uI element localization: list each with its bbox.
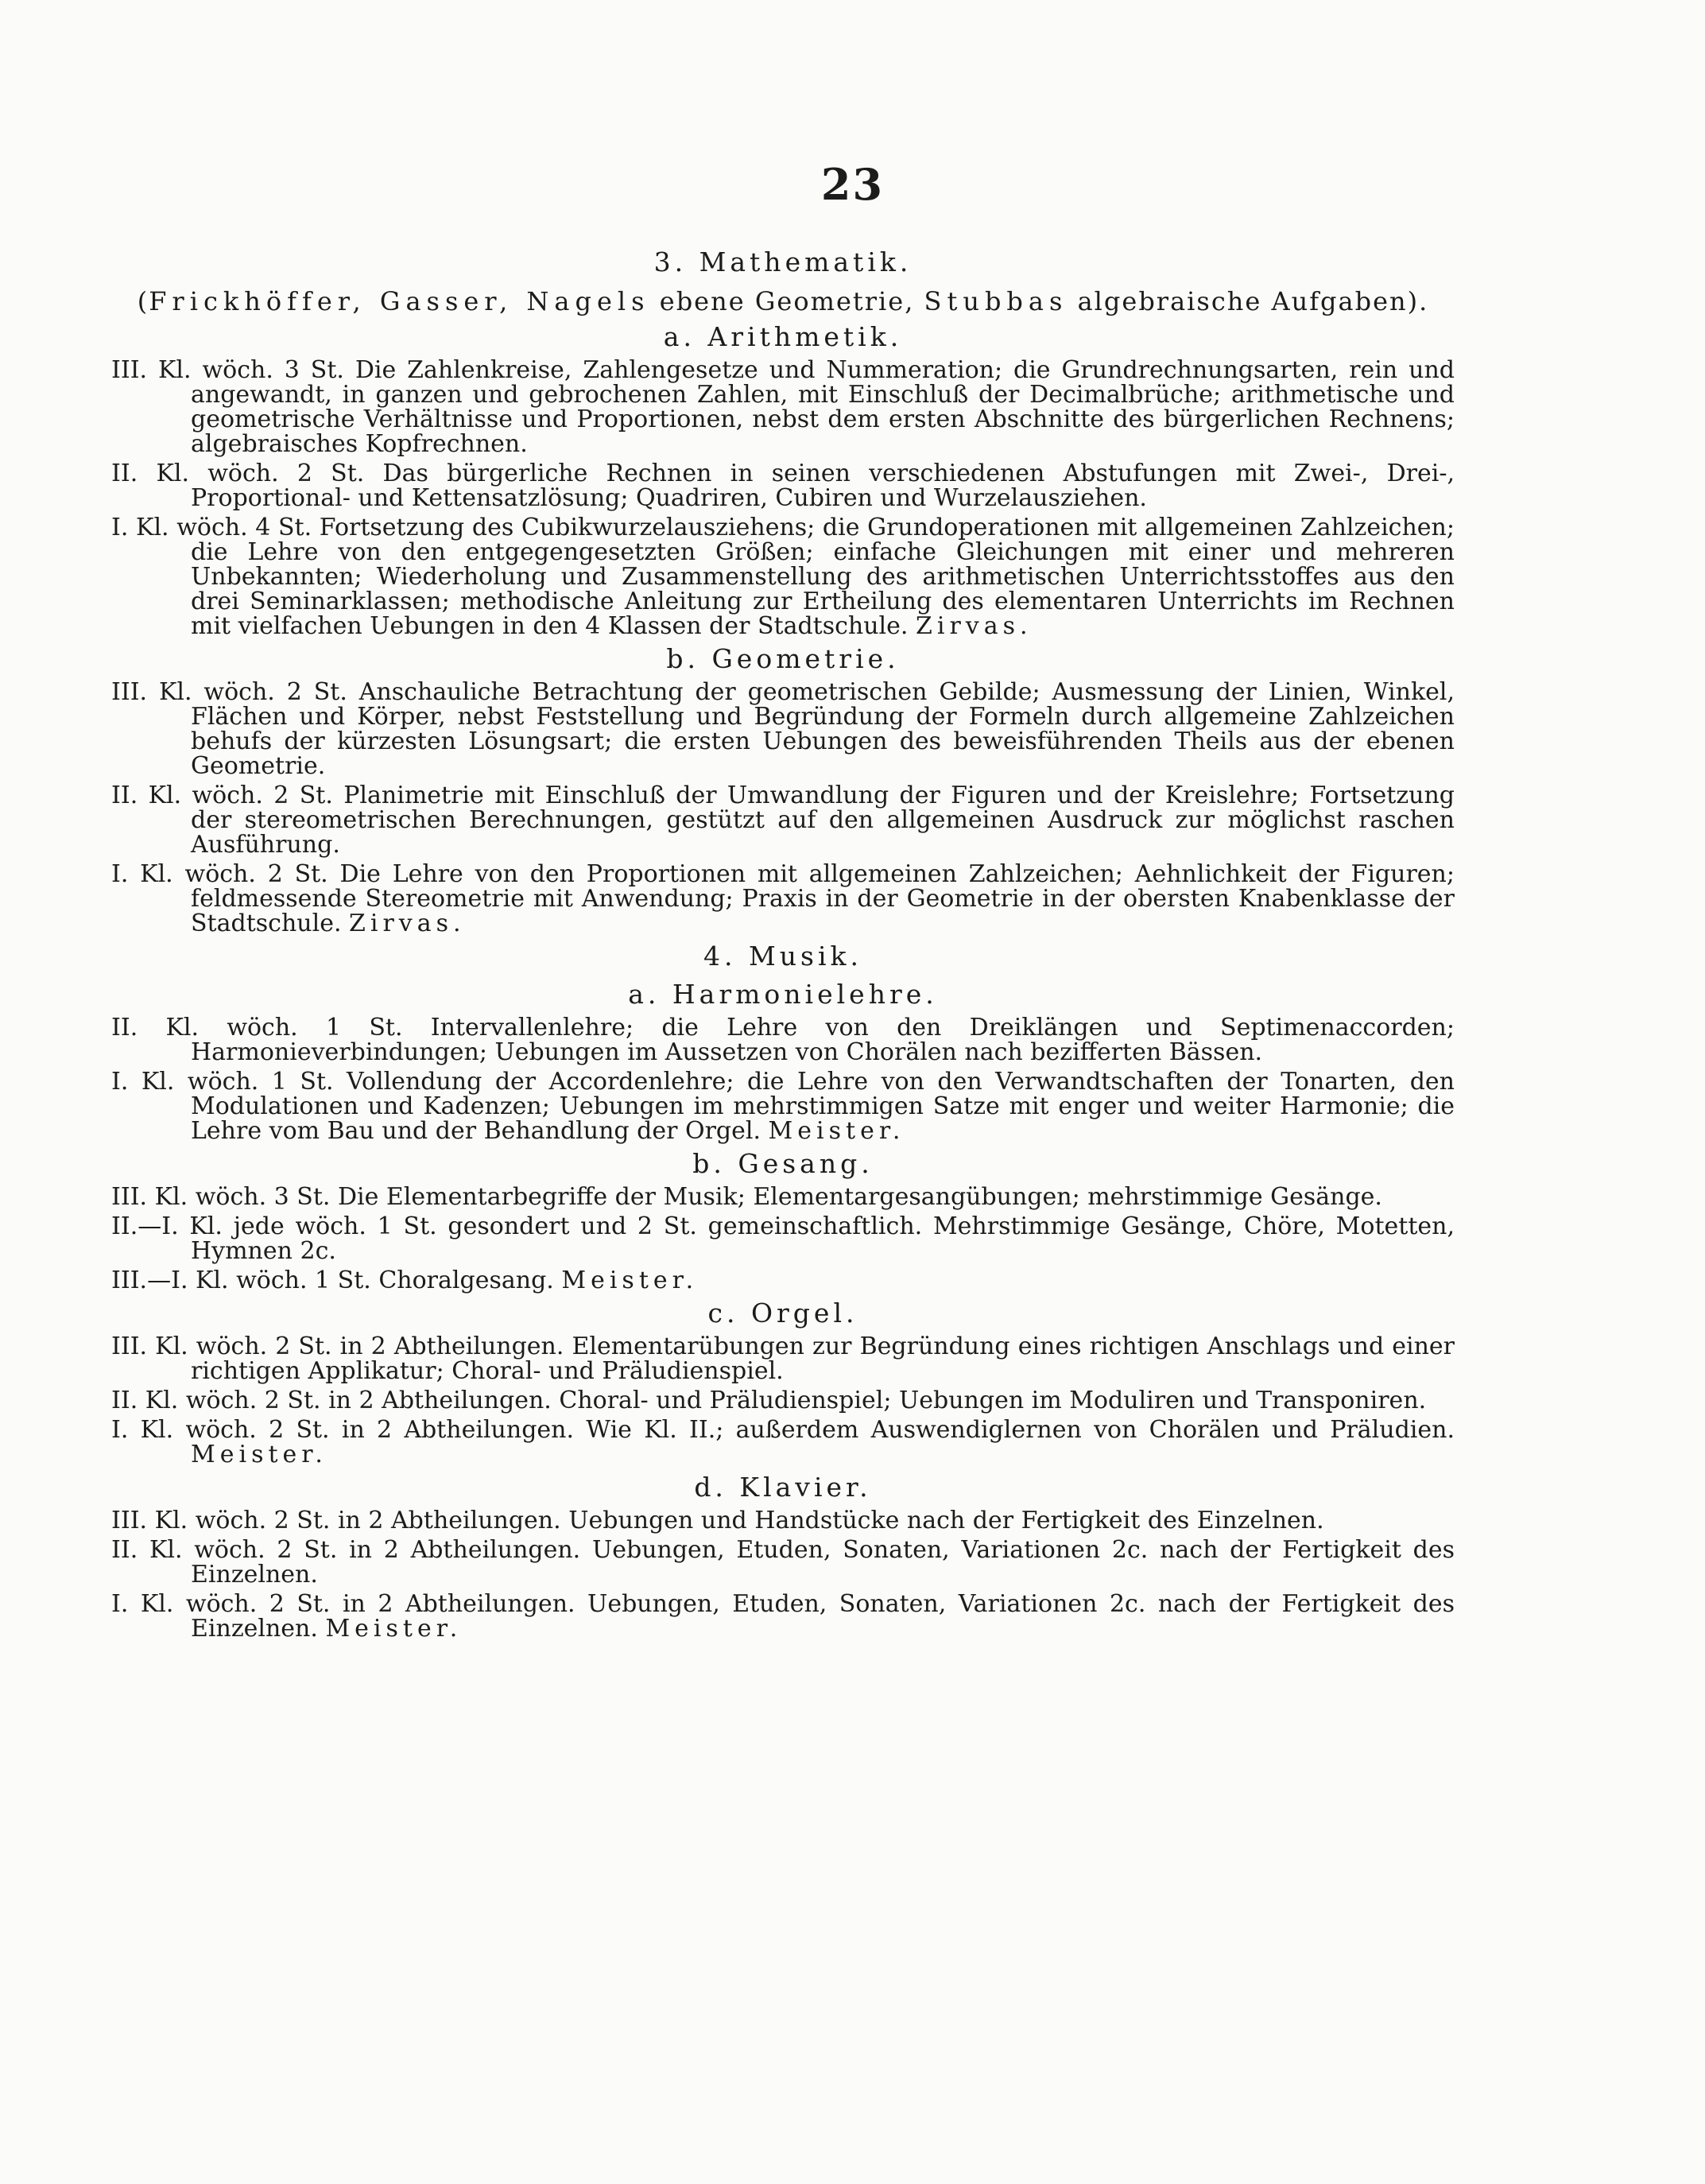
entry-text: Choral- und Präludienspiel; Uebungen im Moduliren und Transponiren. <box>559 1387 1427 1414</box>
entry-class: I. Kl. wöch. 2 St. <box>111 860 328 888</box>
harmony-entry-i <box>111 1069 1455 1143</box>
entry-class: II. Kl. wöch. 2 St. <box>111 460 365 487</box>
entry-text: Die Elementarbegriffe der Musik; Elementargesangübungen; mehrstimmige Gesänge. <box>337 1183 1382 1211</box>
teacher-name: Zirvas. <box>916 612 1033 640</box>
piano-entry-ii <box>111 1538 1455 1587</box>
singing-entry-iii <box>111 1185 1455 1209</box>
geom-entry-i <box>111 862 1455 936</box>
math-intro-text-1: ebene Geometrie, <box>649 286 924 316</box>
arith-entry-ii <box>111 461 1455 510</box>
entry-text: Das bürgerliche Rechnen in seinen verschiedenen Abstufungen mit Zwei-, Drei-, Proportional- und Kettensatzlösung; Quadriren, Cubiren und Wurzelausziehen. <box>191 460 1455 512</box>
entry-text: Choralgesang. <box>378 1267 554 1294</box>
teacher-name: Meister. <box>768 1117 905 1145</box>
singing-entry-ii-i <box>111 1214 1455 1263</box>
entry-class: III.—I. Kl. wöch. 1 St. <box>111 1267 371 1294</box>
entry-text: Anschauliche Betrachtung der geometrischen Gebilde; Ausmessung der Linien, Winkel, Flächen und Körper, nebst Feststellung und Begründung der Formeln durch allgemeine Zahlzeichen behufs der kürzesten Lösungsart; die ersten Uebungen des beweisführenden Theils aus der ebenen Geometrie. <box>191 678 1455 780</box>
subsection-heading-harmonielehre: a. Harmonielehre. <box>628 979 938 1010</box>
entry-text: Die Zahlenkreise, Zahlengesetze und Nummeration; die Grundrechnungsarten, rein und angewandt, in ganzen und gebrochenen Zahlen, mit Einschluß der Decimalbrüche; arithmetische und geometrische Verhältnisse und Proportionen, nebst dem ersten Abschnitte des bürgerlichen Rechnens; algebraisches Kopfrechnen. <box>191 356 1455 458</box>
entry-class: III. Kl. wöch. 3 St. <box>111 1183 331 1211</box>
entry-text: Uebungen, Etuden, Sonaten, Variationen 2c. nach der Fertigkeit des Einzelnen. <box>191 1590 1455 1643</box>
math-intro-text-2: algebraische Aufgaben). <box>1068 286 1429 316</box>
page-content <box>111 242 1455 1646</box>
entry-text: Elementarübungen zur Begründung eines richtigen Anschlags und einer richtigen Applikatur; Choral- und Präludienspiel. <box>191 1333 1455 1385</box>
entry-class: II. Kl. wöch. 2 St. in 2 Abtheilungen. <box>111 1387 552 1414</box>
teacher-name: Meister. <box>191 1441 327 1468</box>
singing-entry-iii-i <box>111 1268 1455 1293</box>
organ-entry-ii <box>111 1388 1455 1413</box>
entry-text: Uebungen und Handstücke nach der Fertigkeit des Einzelnen. <box>568 1507 1324 1534</box>
section-heading-musik: 4. Musik. <box>703 941 862 972</box>
entry-class: II.—I. Kl. jede wöch. 1 St. gesondert und 2 St. gemeinschaftlich. <box>111 1212 923 1240</box>
piano-entry-iii <box>111 1508 1455 1533</box>
entry-class: II. Kl. wöch. 2 St. in 2 Abtheilungen. <box>111 1536 581 1564</box>
organ-entry-iii <box>111 1334 1455 1383</box>
arith-entry-i <box>111 515 1455 638</box>
arith-entry-iii <box>111 358 1455 456</box>
page-number: 23 <box>820 159 885 210</box>
entry-class: II. Kl. wöch. 1 St. <box>111 1014 403 1042</box>
subsection-heading-arithmetik: a. Arithmetik. <box>663 321 903 352</box>
entry-class: III. Kl. wöch. 2 St. in 2 Abtheilungen. <box>111 1507 561 1534</box>
math-authors-2: Stubbas <box>924 286 1068 316</box>
subsection-heading-klavier: d. Klavier. <box>694 1472 872 1503</box>
entry-text: Mehrstimmige Gesänge, Chöre, Motetten, Hymnen 2c. <box>191 1212 1455 1265</box>
entry-class: III. Kl. wöch. 2 St. <box>111 678 347 706</box>
section-heading-mathematik: 3. Mathematik. <box>653 246 913 277</box>
organ-entry-i <box>111 1418 1455 1467</box>
subsection-heading-geometrie: b. Geometrie. <box>666 643 900 674</box>
entry-text: Intervallenlehre; die Lehre von den Dreiklängen und Septimenaccorden; Harmonieverbindungen; Uebungen im Aussetzen von Chorälen nach bezifferten Bässen. <box>191 1014 1455 1066</box>
entry-text: Uebungen, Etuden, Sonaten, Variationen 2c. nach der Fertigkeit des Einzelnen. <box>191 1536 1455 1589</box>
teacher-name: Meister. <box>325 1615 463 1643</box>
math-authors-1: Frickhöffer, Gasser, Nagels <box>149 286 650 316</box>
math-textbook-note: (Frickhöffer, Gasser, Nagels ebene Geometrie, Stubbas algebraische Aufgaben). <box>137 286 1429 316</box>
subsection-heading-gesang: b. Gesang. <box>692 1148 874 1179</box>
entry-class: I. Kl. wöch. 2 St. in 2 Abtheilungen. <box>111 1590 575 1618</box>
entry-text: Vollendung der Accordenlehre; die Lehre von den Verwandtschaften der Tonarten, den Modulationen und Kadenzen; Uebungen im mehrstimmigen Satze mit enger und weiter Harmonie; die Lehre vom Bau und der Behandlung der Orgel. <box>191 1068 1455 1145</box>
entry-text: Fortsetzung des Cubikwurzelausziehens; die Grundoperationen mit allgemeinen Zahlzeichen; die Lehre von den entgegengesetzten Größen; einfache Gleichungen mit einer und mehreren Unbekannten; Wiederholung und Zusammenstellung des arithmetischen Unterrichtsstoffes aus den drei Seminarklassen; methodische Anleitung zur Ertheilung des elementaren Unterrichts im Rechnen mit vielfachen Uebungen in den 4 Klassen der Stadtschule. <box>191 514 1455 640</box>
piano-entry-i <box>111 1592 1455 1641</box>
entry-class: I. Kl. wöch. 4 St. <box>111 514 312 541</box>
entry-class: I. Kl. wöch. 2 St. in 2 Abtheilungen. <box>111 1416 575 1444</box>
subsection-heading-orgel: c. Orgel. <box>707 1298 858 1329</box>
entry-class: III. Kl. wöch. 3 St. <box>111 356 344 384</box>
teacher-name: Meister. <box>561 1267 699 1294</box>
harmony-entry-ii <box>111 1015 1455 1065</box>
entry-class: I. Kl. wöch. 1 St. <box>111 1068 334 1096</box>
teacher-name: Zirvas. <box>349 910 466 937</box>
geom-entry-ii <box>111 783 1455 857</box>
entry-text: Wie Kl. II.; außerdem Auswendiglernen von Chorälen und Präludien. <box>586 1416 1455 1444</box>
geom-entry-iii <box>111 680 1455 778</box>
entry-class: III. Kl. wöch. 2 St. in 2 Abtheilungen. <box>111 1333 564 1360</box>
entry-text: Die Lehre von den Proportionen mit allgemeinen Zahlzeichen; Aehnlichkeit der Figuren; feldmessende Stereometrie mit Anwendung; Praxis in der Geometrie in der obersten Knabenklasse der Stadtschule. <box>191 860 1455 937</box>
entry-class: II. Kl. wöch. 2 St. <box>111 782 333 809</box>
entry-text: Planimetrie mit Einschluß der Umwandlung der Figuren und der Kreislehre; Fortsetzung der stereometrischen Berechnungen, gestützt auf den allgemeinen Ausdruck zur möglichst raschen Ausführung. <box>191 782 1455 859</box>
